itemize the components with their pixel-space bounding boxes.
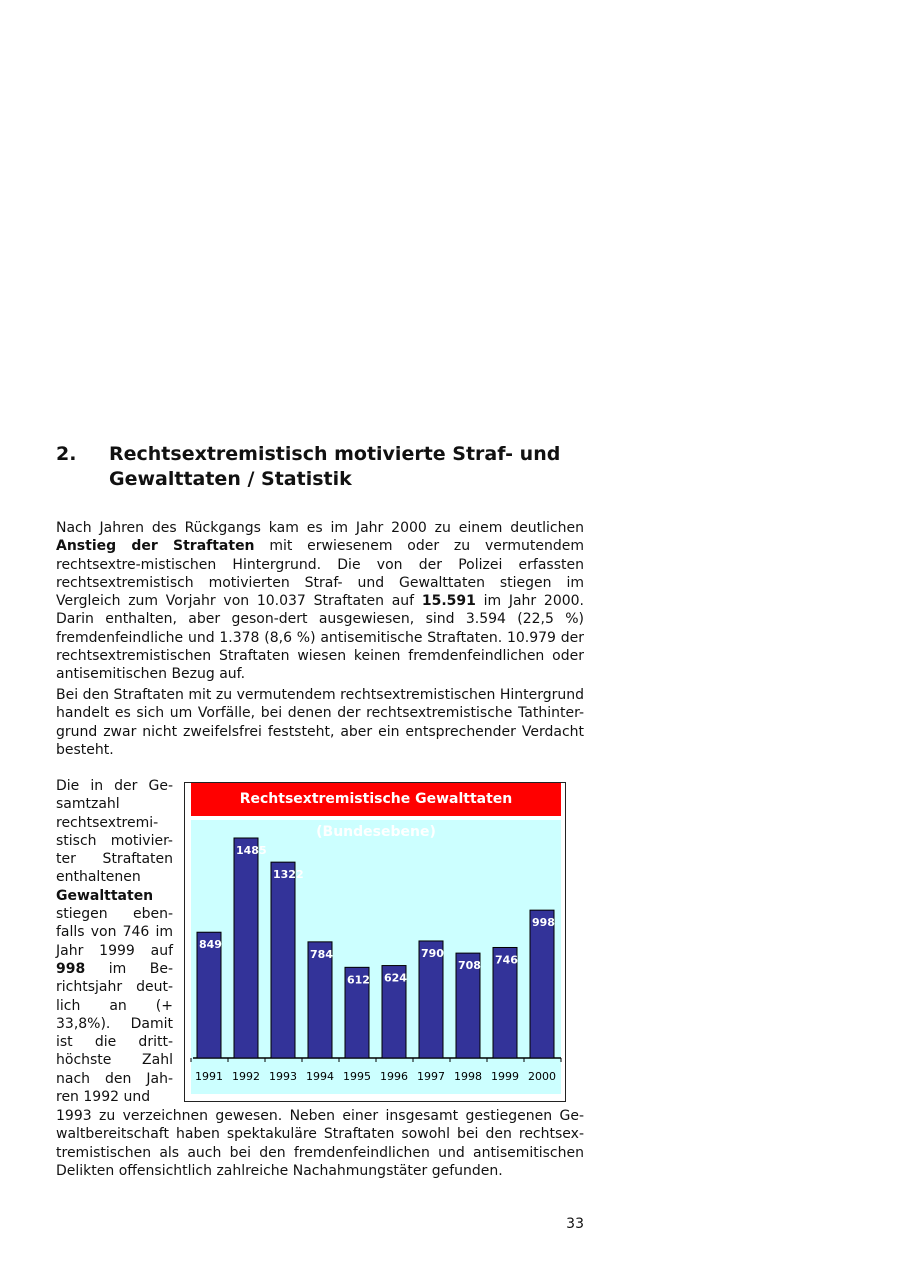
data-label-1994: 784 [310,947,333,961]
data-label-1999: 746 [495,953,518,967]
section-number: 2. [56,443,77,465]
tick-label-1998: 1998 [454,1070,482,1083]
data-label-2000: 998 [532,916,555,930]
tick-label-1992: 1992 [232,1070,260,1083]
tick-label-1991: 1991 [195,1070,223,1083]
tick-label-1996: 1996 [380,1070,408,1083]
data-label-1998: 708 [458,959,481,973]
data-label-1997: 790 [421,946,444,960]
p1-text-1: Nach Jahren des Rückgangs kam es im Jahr 2000 zu einem deutlichen [56,520,584,536]
bar-1993 [271,862,295,1058]
bar-1992 [234,838,258,1058]
paragraph-violence-column [56,777,173,1106]
p1-text-3: im Jahr 2000. Darin enthalten, aber geson-dert ausgewiesen, sind 3.594 (22,5 %) fremdenfeindliche und 1.378 (8,6 %) antisemitische Straftaten. 10.979 der rechtsextremistischen Straftaten wiesen keinen fremdenfeindlichen oder antisemitischen Bezug auf. [56,593,584,683]
data-label-1991: 849 [199,938,222,952]
data-label-1996: 624 [384,971,407,985]
p1-bold-1: Anstieg der Straftaten [56,538,255,555]
p3-text-3: im Be-richtsjahr deut-lich an (+ 33,8%). Damit ist die dritt-höchste Zahl nach den Jah-ren 1992 und [56,960,173,1106]
p1-bold-2: 15.591 [421,593,476,610]
tick-label-1993: 1993 [269,1070,297,1083]
section-title [109,442,579,492]
violence-chart [184,782,566,1102]
data-label-1993: 1322 [273,868,304,882]
bar-2000 [530,910,554,1058]
p3-text-1: Die in der Ge-samtzahl rechtsextremi-stisch motivier-ter Straftaten enthaltenen [56,778,173,886]
tick-label-1997: 1997 [417,1070,445,1083]
data-label-1992: 1485 [236,844,267,857]
section-title-line1: Rechtsextremistisch motivierte Straf- und [109,443,561,465]
section-title-line2: Gewalttaten / Statistik [109,468,352,490]
tick-label-1999: 1999 [491,1070,519,1083]
data-label-1995: 612 [347,973,370,987]
tick-label-1995: 1995 [343,1070,371,1083]
paragraph-suspected: Bei den Straftaten mit zu vermutendem rechtsextremistischen Hintergrund handelt es sich um Vorfälle, bei denen der rechtsextremistische Tathinter-grund zwar nicht zweifelsfrei feststeht, aber ein entsprechender Verdacht besteht. [56,687,584,758]
p3-bold-1: Gewalttaten [56,887,154,904]
p1-text-2: mit erwiesenem oder zu vermutendem rechtsextre-mistischen Hintergrund. Die von der Polizei erfassten rechtsextremistisch motivierten Straf- und Gewalttaten stiegen im Vergleich zum Vorjahr von 10.037 Straftaten auf [56,538,584,610]
page-number: 33 [566,1216,584,1232]
tick-label-2000: 2000 [528,1070,556,1083]
p3-bold-2: 998 [56,960,86,977]
tick-label-1994: 1994 [306,1070,334,1083]
paragraph-increase [56,519,584,684]
paragraph-violence-continued: 1993 zu verzeichnen gewesen. Neben einer insgesamt gestiegenen Ge-waltbereitschaft haben spektakuläre Straftaten sowohl bei den rechtsex-tremistischen als auch bei den fremdenfeindlichen und antisemitischen Delikten offensichtlich zahlreiche Nachahmungstäter gefunden. [56,1108,584,1179]
chart-title: Rechtsextremistische Gewalttaten (Bundesebene) [191,783,561,816]
p3-text-2: stiegen eben-falls von 746 im Jahr 1999 auf [56,906,173,959]
